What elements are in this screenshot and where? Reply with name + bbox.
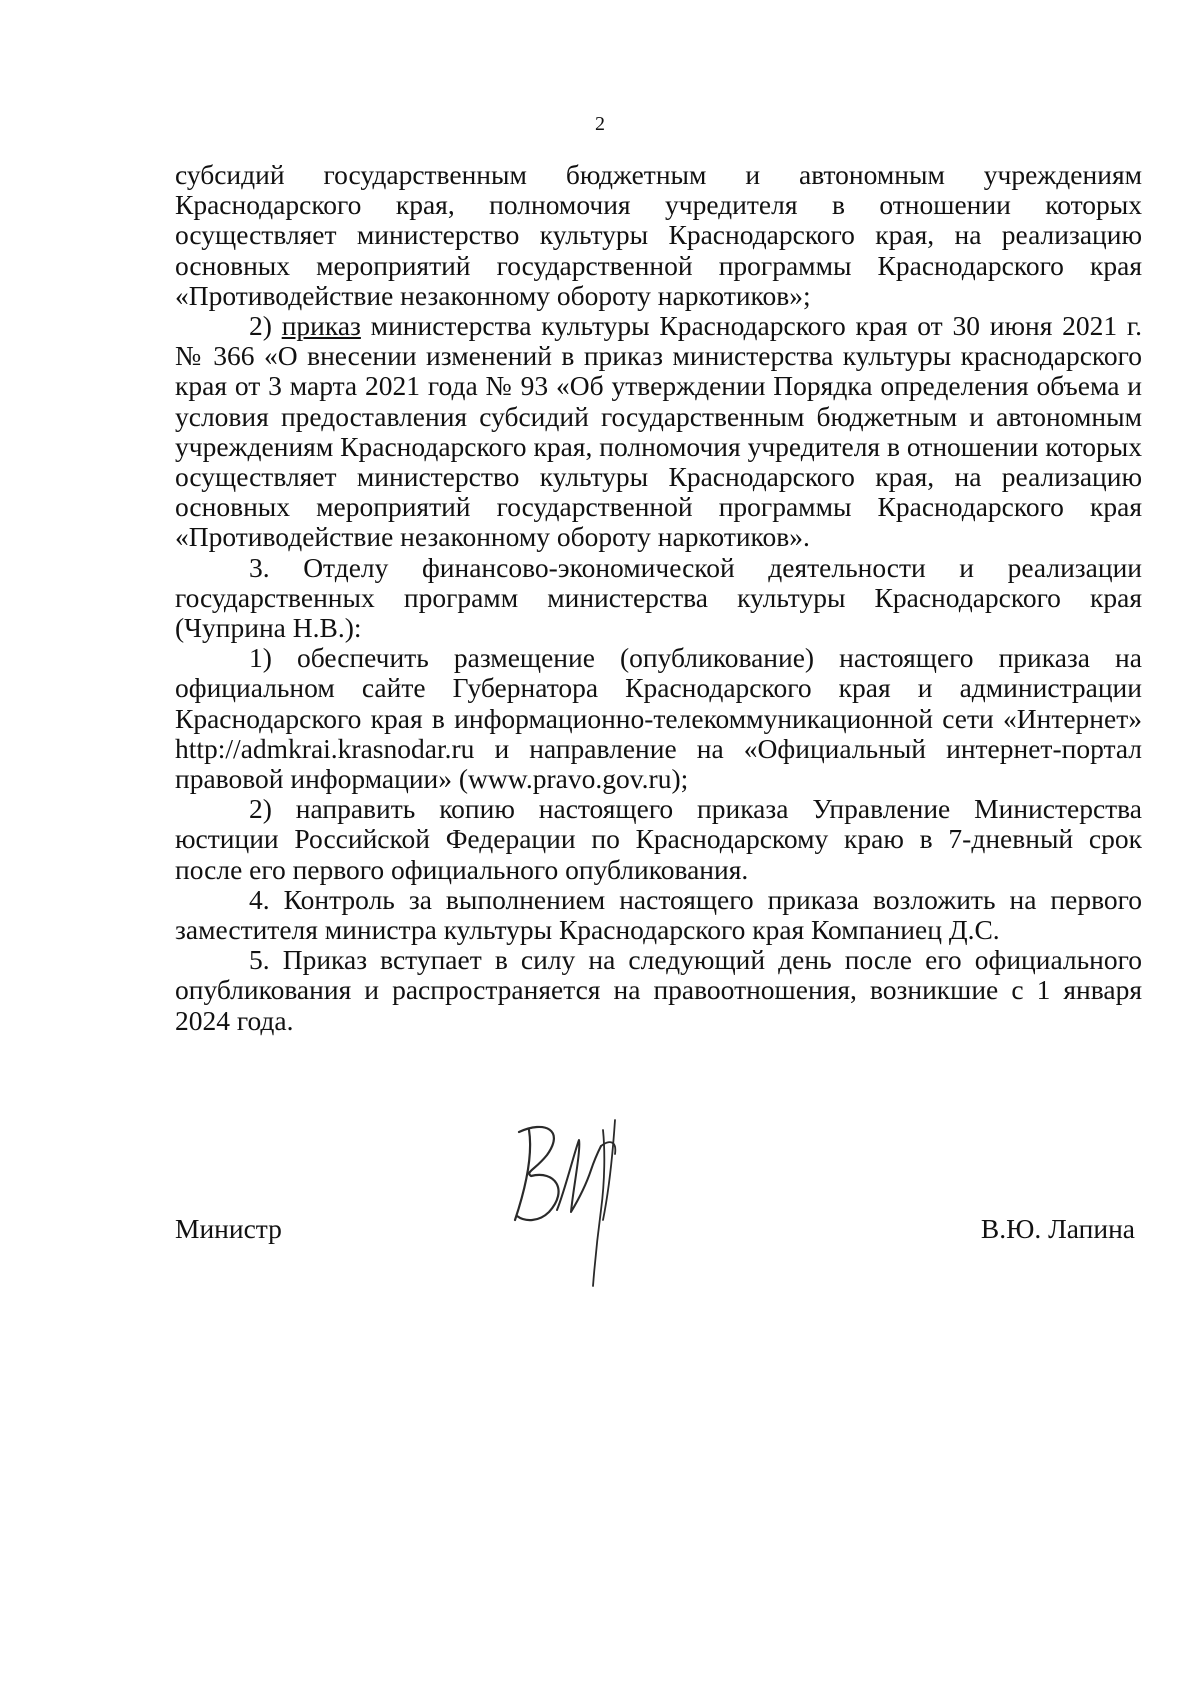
signature-stroke-loop xyxy=(557,1140,601,1212)
paragraph-section-5: 5. Приказ вступает в силу на следующий день после его официального опубликования и распространяется на правоотношения, возникшие с 1 января 2024 года. xyxy=(175,944,1142,1036)
paragraph-subsidies-continuation: субсидий государственным бюджетным и автономным учреждениям Краснодарского края, полномочия учредителя в отношении которых осуществляет министерство культуры Краснодарского края, на реализацию основных мероприятий государственной программы Краснодарского края «Противодействие незаконному обороту наркотиков»; xyxy=(175,159,1142,311)
signer-name: В.Ю. Лапина xyxy=(980,1213,1135,1244)
handwritten-signature xyxy=(505,1110,655,1290)
signature-block xyxy=(175,1211,1135,1247)
document-body xyxy=(175,160,1142,1036)
paragraph-order-item-2 xyxy=(175,311,1142,553)
paragraph-section-3: 3. Отделу финансово-экономической деятельности и реализации государственных программ министерства культуры Краснодарского края (Чуприна Н.В.): xyxy=(175,551,1142,644)
order-description: министерства культуры Краснодарского края от 30 июня 2021 г. № 366 «О внесении изменений в приказ министерства культуры краснодарского края от 3 марта 2021 года № 93 «Об утверждении Порядка определения объема и условия предоставления субсидий государственным бюджетным и автономным учреждениям Краснодарского края, полномочия учредителя в отношении которых осуществляет министерство культуры Краснодарского края, на реализацию основных мероприятий государственной программы Краснодарского края «Противодействие незаконному обороту наркотиков». xyxy=(175,310,1142,553)
paragraph-publication: 1) обеспечить размещение (опубликование) настоящего приказа на официальном сайте Губернатора Краснодарского края и администрации Краснодарского края в информационно-телекоммуникационной сети «Интернет» http://admkrai.krasnodar.ru и направление на «Официальный интернет-портал правовой информации» (www.pravo.gov.ru); xyxy=(175,642,1142,795)
page-number: 2 xyxy=(595,113,605,135)
paragraph-send-copy: 2) направить копию настоящего приказа Управление Министерства юстиции Российской Федерации по Краснодарскому краю в 7-дневный срок после его первого официального опубликования. xyxy=(175,793,1142,885)
signature-stroke-b xyxy=(515,1127,559,1220)
position-title: Министр xyxy=(175,1213,282,1244)
paragraph-section-4: 4. Контроль за выполнением настоящего приказа возложить на первого заместителя министра культуры Краснодарского края Компаниец Д.С. xyxy=(175,883,1142,946)
item-number: 2) xyxy=(249,310,282,342)
order-link: приказ xyxy=(281,310,361,342)
